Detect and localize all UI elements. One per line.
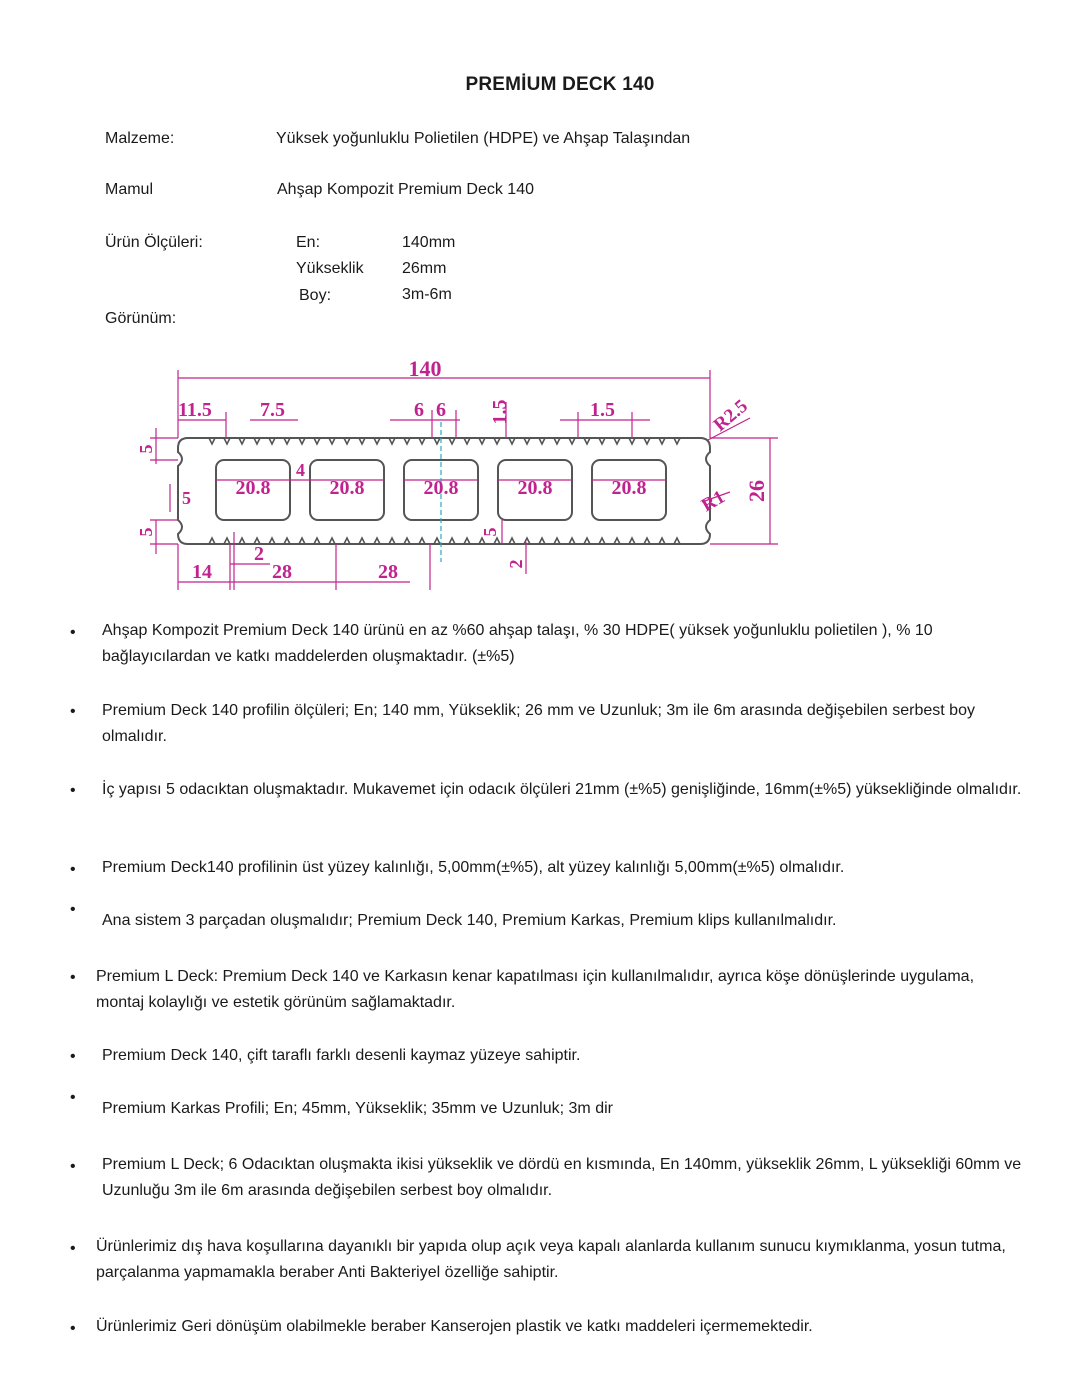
bullet-text: Ürünlerimiz dış hava koşullarına dayanıklı bir yapıda olup açık veya kapalı alanlarda kullanım sunucu kıymıklanma, yosun tutma, parçalanma yapmamakla beraber Anti Bakteriyel özelliğe sahiptir. [96,1238,1006,1281]
dim-2-right: 2 [506,559,526,569]
bullet-text: Premium Karkas Profili; En; 45mm, Yükseklik; 35mm ve Uzunluk; 3m dir [102,1100,613,1117]
dim-left-5-top: 5 [136,444,156,454]
malzeme-value: Yüksek yoğunluklu Polietilen (HDPE) ve Ahşap Talaşından [276,130,691,147]
dim-7-5: 7.5 [260,399,285,421]
dim-1-5-vertical: 1.5 [489,399,511,425]
dim-28a: 28 [272,561,292,583]
yukseklik-label: Yükseklik [296,260,364,277]
dim-2-bottom: 2 [254,543,264,565]
dim-28b: 28 [378,561,398,583]
cell-width-3: 20.8 [423,477,459,499]
bullet-dot: • [70,1089,76,1106]
dim-total-width: 140 [408,356,442,381]
cell-width-5: 20.8 [611,477,647,499]
bullet-text: Premium L Deck; 6 Odacıktan oluşmakta ikisi yükseklik ve dördü en kısmında, En 140mm, yükseklik 26mm, L yüksekliği 60mm ve Uzunluğu 3m ile 6m arasında değişebilen serbest boy olmalıdır. [102,1156,1022,1199]
gorunum-label: Görünüm: [105,310,177,327]
bullet-dot: • [70,782,76,799]
dim-6b: 6 [436,399,446,421]
mamul-value: Ahşap Kompozit Premium Deck 140 [277,181,534,198]
dim-6a: 6 [414,399,424,421]
cell-width-2: 20.8 [329,477,365,499]
bullet-text: Premium Deck 140 profilin ölçüleri; En; 140 mm, Yükseklik; 26 mm ve Uzunluk; 3m ile 6m arasında değişebilen serbest boy olmalıdır. [102,702,975,745]
boy-label: Boy: [299,287,332,304]
dim-inner-5: 5 [480,527,500,537]
bullet-text: Premium L Deck: Premium Deck 140 ve Karkasın kenar kapatılması için kullanılmalıdır, ayrıca köşe dönüşlerinde uygulama, montaj kolaylığı ve estetik görünüm sağlamaktadır. [96,968,975,1011]
dim-height-26: 26 [744,480,769,502]
bullet-dot: • [70,703,76,720]
en-label: En: [296,234,321,251]
mamul-label: Mamul [105,181,154,198]
dim-left-5-mid: 5 [182,488,191,508]
dim-r1: R1 [698,486,729,517]
bullet-text: Premium Deck 140, çift taraflı farklı desenli kaymaz yüzeye sahiptir. [102,1047,581,1064]
bullet-dot: • [70,1240,76,1257]
bullet-dot: • [70,1320,76,1337]
dim-r2-5: R2.5 [709,395,752,436]
bullet-dot: • [70,861,76,878]
profile-cross-section-drawing [130,352,790,592]
boy-value: 3m-6m [402,286,452,303]
bullet-dot: • [70,624,76,641]
bullet-text: Ana sistem 3 parçadan oluşmalıdır; Premium Deck 140, Premium Karkas, Premium klips kullanılmalıdır. [102,912,837,929]
bullet-text: Premium Deck140 profilinin üst yüzey kalınlığı, 5,00mm(±%5), alt yüzey kalınlığı 5,00mm(±%5) olmalıdır. [102,859,845,876]
cell-width-1: 20.8 [235,477,271,499]
bullet-text: Ahşap Kompozit Premium Deck 140 ürünü en az %60 ahşap talaşı, % 30 HDPE( yüksek yoğunluklu polietilen ), % 10 bağlayıcılardan ve katkı maddelerden oluşmaktadır. (±%5) [102,622,933,665]
olculer-label: Ürün Ölçüleri: [105,234,203,251]
dim-left-5-bottom: 5 [136,527,156,537]
bullet-dot: • [70,969,76,986]
dim-web-4: 4 [296,460,305,480]
cell-width-4: 20.8 [517,477,553,499]
yukseklik-value: 26mm [402,260,447,277]
bullet-text: Ürünlerimiz Geri dönüşüm olabilmekle beraber Kanserojen plastik ve katkı maddeleri içermemektedir. [96,1318,813,1335]
bullet-dot: • [70,1158,76,1175]
bullet-dot: • [70,1048,76,1065]
page-title: PREMİUM DECK 140 [465,74,655,95]
bullet-dot: • [70,901,76,918]
dim-14: 14 [192,561,212,583]
malzeme-label: Malzeme: [105,130,175,147]
dim-11-5: 11.5 [178,399,212,421]
dim-1-5: 1.5 [590,399,615,421]
bullet-text: İç yapısı 5 odacıktan oluşmaktadır. Mukavemet için odacık ölçüleri 21mm (±%5) genişliğinde, 16mm(±%5) yüksekliğinde olmalıdır. [102,781,1022,798]
en-value: 140mm [402,234,456,251]
